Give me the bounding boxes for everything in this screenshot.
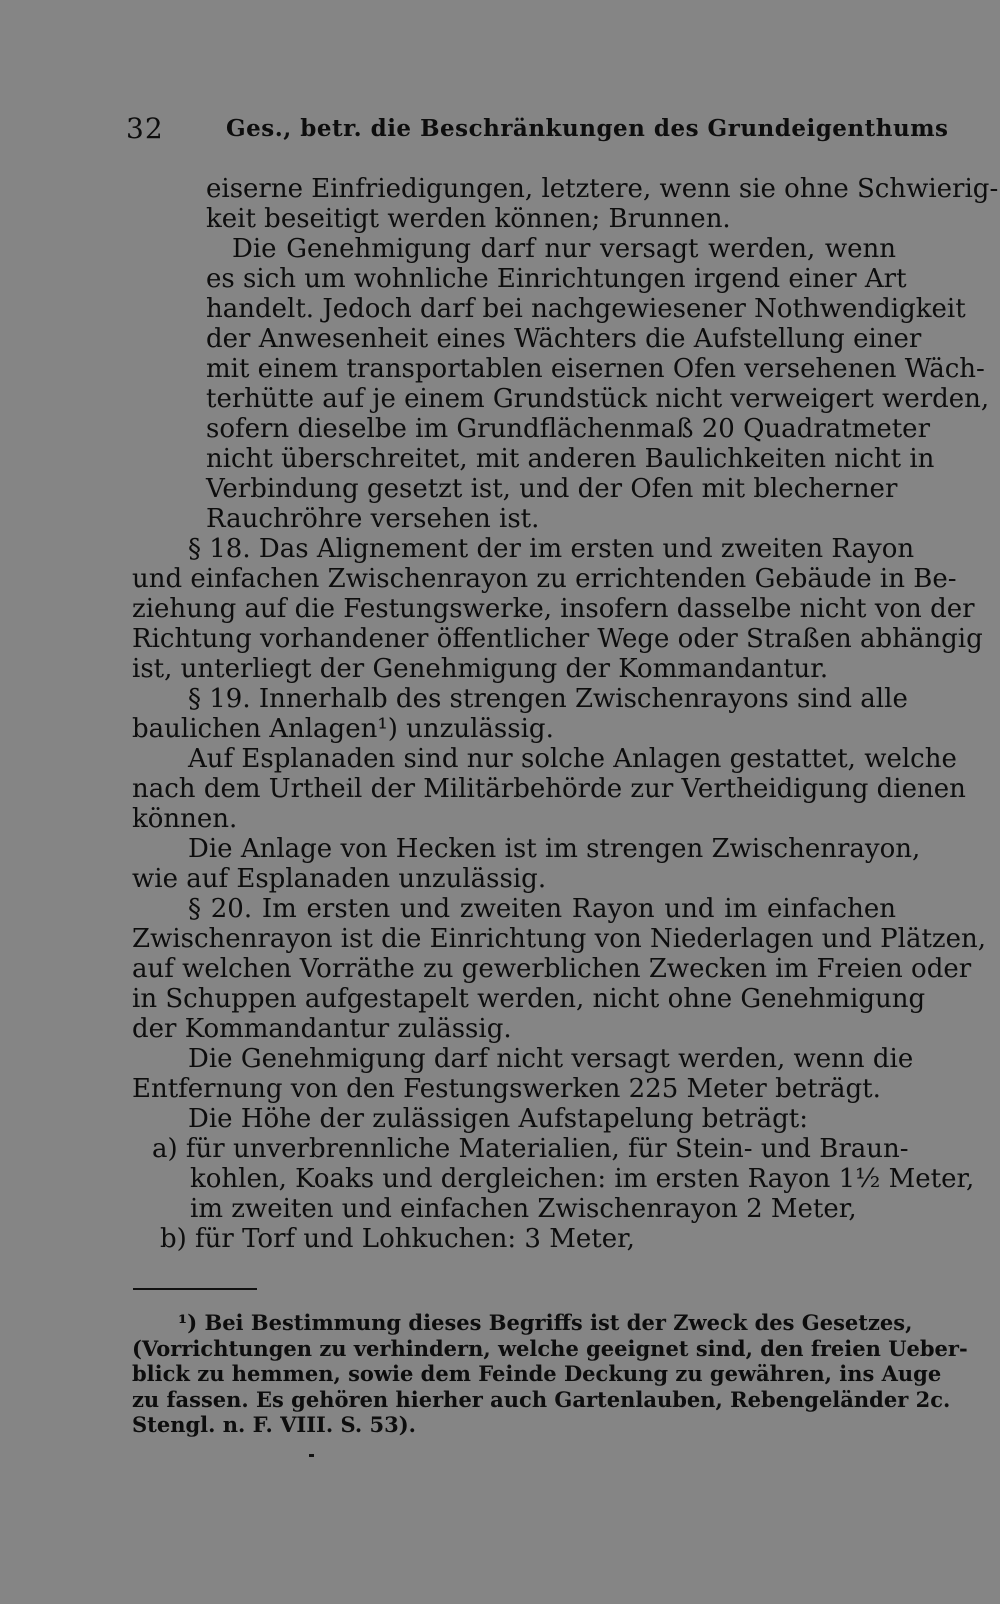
text-line: im zweiten und einfachen Zwischenrayon 2 Meter, [190,1194,857,1224]
body-text [132,174,999,1254]
text-line: ist, unterliegt der Genehmigung der Kommandantur. [132,654,829,684]
footnote-line: blick zu hemmen, sowie dem Feinde Deckung zu gewähren, ins Auge [132,1361,942,1386]
text-line: Verbindung gesetzt ist, und der Ofen mit blecherner [206,474,898,504]
footnote-line: zu fassen. Es gehören hierher auch Gartenlauben, Rebengeländer 2c. [132,1386,951,1412]
text-line: handelt. Jedoch darf bei nachgewiesener Nothwendigkeit [206,294,966,324]
text-line: a) für unverbrennliche Materialien, für Stein- und Braun- [152,1134,909,1164]
text-line: und einfachen Zwischenrayon zu errichtenden Gebäude in Be- [132,564,957,594]
text-line: b) für Torf und Lohkuchen: 3 Meter, [160,1224,635,1254]
text-line: Die Genehmigung darf nicht versagt werden, wenn die [188,1044,914,1074]
text-line: kohlen, Koaks und dergleichen: im ersten Rayon 1½ Meter, [190,1164,975,1194]
page-header [126,112,949,152]
text-line: § 18. Das Alignement der im ersten und zweiten Rayon [188,534,915,564]
text-line: keit beseitigt werden können; Brunnen. [206,204,731,234]
text-line: sofern dieselbe im Grundflächenmaß 20 Quadratmeter [206,414,931,444]
running-head: Ges., betr. die Beschränkungen des Grundeigenthums [226,115,949,142]
print-mark [309,1454,314,1457]
footnote-line: ¹) Bei Bestimmung dieses Begriffs ist der Zweck des Gesetzes, [178,1310,913,1335]
text-line: der Anwesenheit eines Wächters die Aufstellung einer [206,324,922,354]
footnote-rule [133,1288,257,1290]
text-line: Die Genehmigung darf nur versagt werden, wenn [232,234,896,264]
text-line: Die Anlage von Hecken ist im strengen Zwischenrayon, [188,834,921,864]
text-line: auf welchen Vorräthe zu gewerblichen Zwecken im Freien oder [132,954,972,984]
footnote [132,1310,968,1438]
text-line: wie auf Esplanaden unzulässig. [132,864,547,894]
text-line: Rauchröhre versehen ist. [206,504,540,534]
text-line: nach dem Urtheil der Militärbehörde zur Vertheidigung dienen [132,774,966,804]
text-line: Entfernung von den Festungswerken 225 Meter beträgt. [132,1074,881,1104]
text-line: nicht überschreitet, mit anderen Baulichkeiten nicht in [206,444,935,474]
text-line: mit einem transportablen eisernen Ofen versehenen Wäch- [206,354,985,384]
text-line: Auf Esplanaden sind nur solche Anlagen gestattet, welche [188,744,957,774]
text-line: § 19. Innerhalb des strengen Zwischenrayons sind alle [188,684,908,714]
text-line: können. [132,804,238,834]
text-line: es sich um wohnliche Einrichtungen irgend einer Art [206,264,907,294]
footnote-line: (Vorrichtungen zu verhindern, welche geeignet sind, den freien Ueber- [132,1335,968,1361]
text-line: ziehung auf die Festungswerke, insofern dasselbe nicht von der [132,594,975,624]
text-line: Zwischenrayon ist die Einrichtung von Niederlagen und Plätzen, [132,924,986,954]
footnote-line: Stengl. n. F. VIII. S. 53). [132,1412,416,1437]
text-line: Richtung vorhandener öffentlicher Wege oder Straßen abhängig [132,624,983,654]
page-number: 32 [126,112,164,145]
text-line: in Schuppen aufgestapelt werden, nicht ohne Genehmigung [132,984,926,1014]
text-line: Die Höhe der zulässigen Aufstapelung beträgt: [188,1104,809,1134]
text-line: eiserne Einfriedigungen, letztere, wenn sie ohne Schwierig- [206,174,999,204]
text-line: der Kommandantur zulässig. [132,1014,512,1044]
text-line: baulichen Anlagen¹) unzulässig. [132,714,554,744]
text-line: § 20. Im ersten und zweiten Rayon und im einfachen [188,894,896,924]
text-line: terhütte auf je einem Grundstück nicht verweigert werden, [206,384,990,414]
